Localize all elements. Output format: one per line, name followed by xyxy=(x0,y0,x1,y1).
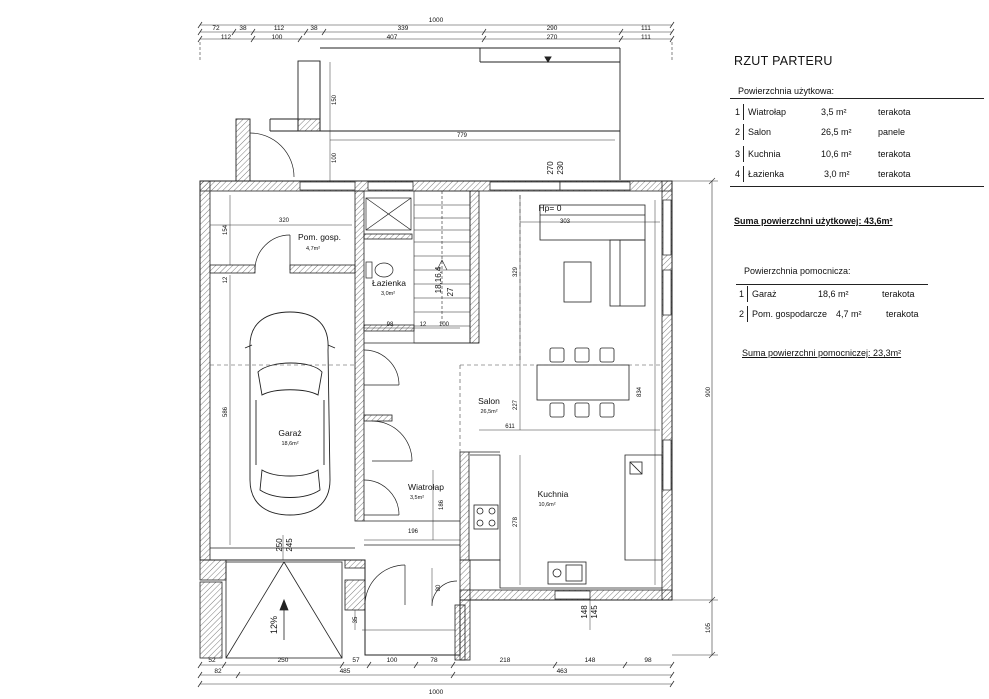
dashed-guides xyxy=(210,195,662,452)
bottom-dimensions xyxy=(198,662,674,687)
auxiliary-row: 1 Garaż 18,6 m² terakota xyxy=(732,286,932,302)
dim-278: 278 xyxy=(513,516,519,528)
dim-bottom-6: 218 xyxy=(499,657,511,664)
dim-186: 186 xyxy=(439,499,445,511)
dim-303: 303 xyxy=(559,219,571,225)
room-salon-area: 26,5m² xyxy=(480,409,498,415)
dim-12: 12 xyxy=(223,276,229,284)
room-garaz-area: 18,6m² xyxy=(281,441,299,447)
dim-bottom-2: 250 xyxy=(277,657,289,664)
usable-row: 3 Kuchnia 10,6 m² terakota xyxy=(728,146,978,162)
dim-bottom-7: 148 xyxy=(584,657,596,664)
dim-bottom2-3: 463 xyxy=(556,668,568,675)
car-icon xyxy=(245,312,335,515)
room-garaz-name: Garaż xyxy=(278,428,302,438)
room-kuchnia-area: 10,6m² xyxy=(538,502,556,508)
dim-35: 35 xyxy=(353,616,359,624)
dim-154: 154 xyxy=(223,224,229,236)
dim-250: 250 xyxy=(275,538,284,552)
garage-ramp xyxy=(226,562,342,658)
canopy-door-swing xyxy=(250,133,294,177)
dim-196: 196 xyxy=(407,529,419,535)
dim-148: 148 xyxy=(580,605,589,619)
usable-row: 4 Łazienka 3,0 m² terakota xyxy=(728,166,978,182)
dim-98: 98 xyxy=(386,322,394,328)
dim-270: 270 xyxy=(546,161,555,175)
auxiliary-row: 2 Pom. gospodarcze 4,7 m² terakota xyxy=(732,306,932,322)
dim-320: 320 xyxy=(278,218,290,224)
dim-top2-1: 112 xyxy=(220,34,232,41)
dim-right-total: 900 xyxy=(706,386,712,398)
dim-230: 230 xyxy=(556,161,565,175)
dim-top2-2: 100 xyxy=(271,34,283,41)
dim-80: 80 xyxy=(436,584,442,592)
windows-right xyxy=(555,200,671,599)
dim-bottom-total: 1000 xyxy=(428,689,444,696)
dim-top-2: 38 xyxy=(239,25,247,32)
ramp-slope: 12% xyxy=(269,615,279,635)
plan-title: RZUT PARTERU xyxy=(734,54,833,68)
dim-top2-3: 407 xyxy=(386,34,398,41)
dim-12b: 12 xyxy=(419,322,427,328)
canopy xyxy=(270,48,620,180)
dim-145: 145 xyxy=(590,605,599,619)
stairs-label: 18,16,4 xyxy=(434,266,443,294)
dim-bottom2-1: 82 xyxy=(214,668,222,675)
usable-area-sum: Suma powierzchni użytkowej: 43,6m² xyxy=(734,216,893,226)
dim-227: 227 xyxy=(513,399,519,411)
dim-right-bottom: 105 xyxy=(706,622,712,634)
dim-329: 329 xyxy=(513,266,519,278)
room-pom-gosp-name: Pom. gosp. xyxy=(298,232,341,242)
dim-top-7: 111 xyxy=(641,25,651,32)
dim-245: 245 xyxy=(285,538,294,552)
usable-row: 2 Salon 26,5 m² panele xyxy=(728,124,978,140)
inner-dimension-lines xyxy=(210,195,660,630)
dim-779: 779 xyxy=(456,133,468,139)
room-pom-gosp-area: 4,7m² xyxy=(306,246,321,252)
level-mark: Hp= 0 xyxy=(538,203,562,213)
dim-top-total: 1000 xyxy=(428,17,444,24)
dim-bottom-8: 98 xyxy=(644,657,652,664)
dim-100b: 100 xyxy=(438,322,450,328)
room-lazienka-area: 3,0m² xyxy=(381,291,396,297)
auxiliary-area-sum: Suma powierzchni pomocniczej: 23,3m² xyxy=(742,348,902,358)
dim-top-6: 290 xyxy=(546,25,558,32)
dim-100: 100 xyxy=(332,152,338,164)
living-furniture xyxy=(540,205,645,306)
dim-top-5: 339 xyxy=(397,25,409,32)
dim-611: 611 xyxy=(505,424,515,430)
room-kuchnia-name: Kuchnia xyxy=(537,489,569,499)
dim-top-4: 38 xyxy=(310,25,318,32)
canopy-column-left xyxy=(236,119,250,181)
top-dimensions xyxy=(198,22,674,60)
dim-586: 586 xyxy=(223,406,229,418)
canopy-column-right xyxy=(298,119,320,131)
auxiliary-area-label: Powierzchnia pomocnicza: xyxy=(744,266,851,276)
room-wiatrolap-name: Wiatrołap xyxy=(408,482,444,492)
usable-row: 1 Wiatrołap 3,5 m² terakota xyxy=(728,104,978,120)
dim-bottom2-2: 485 xyxy=(339,668,351,675)
dim-top2-5: 111 xyxy=(641,34,651,41)
room-wiatrolap-area: 3,5m² xyxy=(409,495,425,501)
room-lazienka-name: Łazienka xyxy=(372,278,407,288)
dim-top-1: 72 xyxy=(212,25,220,32)
room-salon-name: Salon xyxy=(478,396,500,406)
dim-bottom-4: 100 xyxy=(386,657,398,664)
kitchen-counters xyxy=(470,455,662,588)
dim-bottom-1: 52 xyxy=(208,657,216,664)
dim-bottom-3: 57 xyxy=(352,657,360,664)
dim-top2-4: 270 xyxy=(546,34,558,41)
dim-top-3: 112 xyxy=(273,25,285,32)
dim-bottom-5: 78 xyxy=(430,657,438,664)
stairs-label-2: 27 xyxy=(446,287,455,297)
dining-table xyxy=(537,348,629,417)
usable-area-label: Powierzchnia użytkowa: xyxy=(738,86,835,96)
dim-834: 834 xyxy=(637,386,643,398)
dim-150: 150 xyxy=(332,94,338,106)
right-dimensions xyxy=(672,178,718,658)
